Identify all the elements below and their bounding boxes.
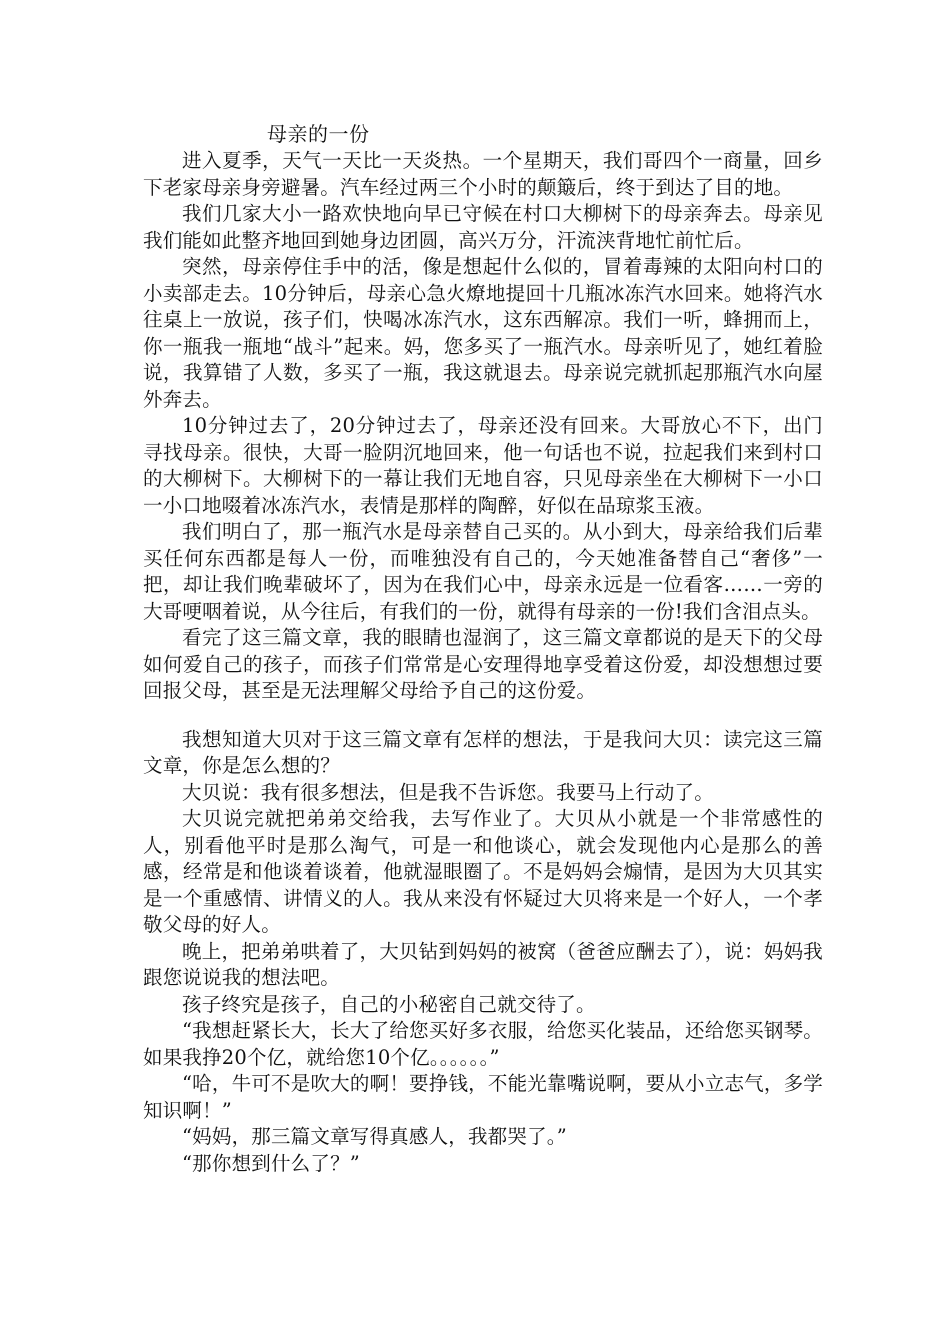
dialogue-paragraph: “妈妈，那三篇文章写得真感人，我都哭了。” [182,1125,567,1148]
paragraph: 晚上，把弟弟哄着了，大贝钻到妈妈的被窝（爸爸应酬去了），说：妈妈我跟您说说我的想法吧。 [143,939,823,989]
document-page [143,121,823,1177]
paragraph: 大贝说完就把弟弟交给我，去写作业了。大贝从小就是一个非常感性的人，别看他平时是那么淘气，可是一和他谈心，就会发现他内心是那么的善感，经常是和他谈着谈着，他就湿眼圈了。不是妈妈会煽情，是因为大贝其实是一个重感情、讲情义的人。我从来没有怀疑过大贝将来是一个好人，一个孝敬父母的好人。 [143,807,823,936]
paragraph: 10分钟过去了，20分钟过去了，母亲还没有回来。大哥放心不下，出门寻找母亲。很快，大哥一脸阴沉地回来，他一句话也不说，拉起我们来到村口的大柳树下。大柳树下的一幕让我们无地自容，只见母亲坐在大柳树下一小口一小口地啜着冰冻汽水，表情是那样的陶醉，好似在品琼浆玉液。 [143,414,823,517]
paragraph: 我们明白了，那一瓶汽水是母亲替自己买的。从小到大，母亲给我们后辈买任何东西都是每人一份，而唯独没有自己的，今天她准备替自己“奢侈”一把，却让我们晚辈破坏了，因为在我们心中，母亲永远是一位看客……一旁的大哥哽咽着说，从今往后，有我们的一份，就得有母亲的一份!我们含泪点头。 [143,520,823,623]
dialogue-paragraph: “哈，牛可不是吹大的啊！要挣钱，不能光靠嘴说啊，要从小立志气，多学知识啊！” [143,1072,823,1122]
paragraph: 看完了这三篇文章，我的眼睛也湿润了，这三篇文章都说的是天下的父母如何爱自己的孩子，而孩子们常常是心安理得地享受着这份爱，却没想想过要回报父母，甚至是无法理解父母给予自己的这份爱。 [143,626,823,702]
paragraph: 我们几家大小一路欢快地向早已守候在村口大柳树下的母亲奔去。母亲见我们能如此整齐地回到她身边团圆，高兴万分，汗流浃背地忙前忙后。 [143,202,823,252]
paragraph: 大贝说：我有很多想法，但是我不告诉您。我要马上行动了。 [182,780,714,804]
paragraph: 突然，母亲停住手中的活，像是想起什么似的，冒着毒辣的太阳向村口的小卖部走去。10分钟后，母亲心急火燎地提回十几瓶冰冻汽水回来。她将汽水往桌上一放说，孩子们，快喝冰冻汽水，这东西解凉。我们一听，蜂拥而上，你一瓶我一瓶地“战斗”起来。妈，您多买了一瓶汽水。母亲听见了，她红着脸说，我算错了人数，多买了一瓶，我这就退去。母亲说完就抓起那瓶汽水向屋外奔去。 [143,255,823,411]
paragraph: 我想知道大贝对于这三篇文章有怎样的想法，于是我问大贝：读完这三篇文章，你是怎么想的？ [143,727,823,777]
paragraph: 孩子终究是孩子，自己的小秘密自己就交待了。 [182,992,596,1016]
article-title: 母亲的一份 [267,122,370,146]
dialogue-paragraph: “那你想到什么了？” [182,1151,360,1175]
paragraph-gap [143,705,823,727]
paragraph: 进入夏季，天气一天比一天炎热。一个星期天，我们哥四个一商量，回乡下老家母亲身旁避暑。汽车经过两三个小时的颠簸后，终于到达了目的地。 [143,149,823,199]
dialogue-paragraph: “我想赶紧长大，长大了给您买好多衣服，给您买化装品，还给您买钢琴。如果我挣20个亿，就给您10个亿。。。。。。” [143,1019,823,1069]
